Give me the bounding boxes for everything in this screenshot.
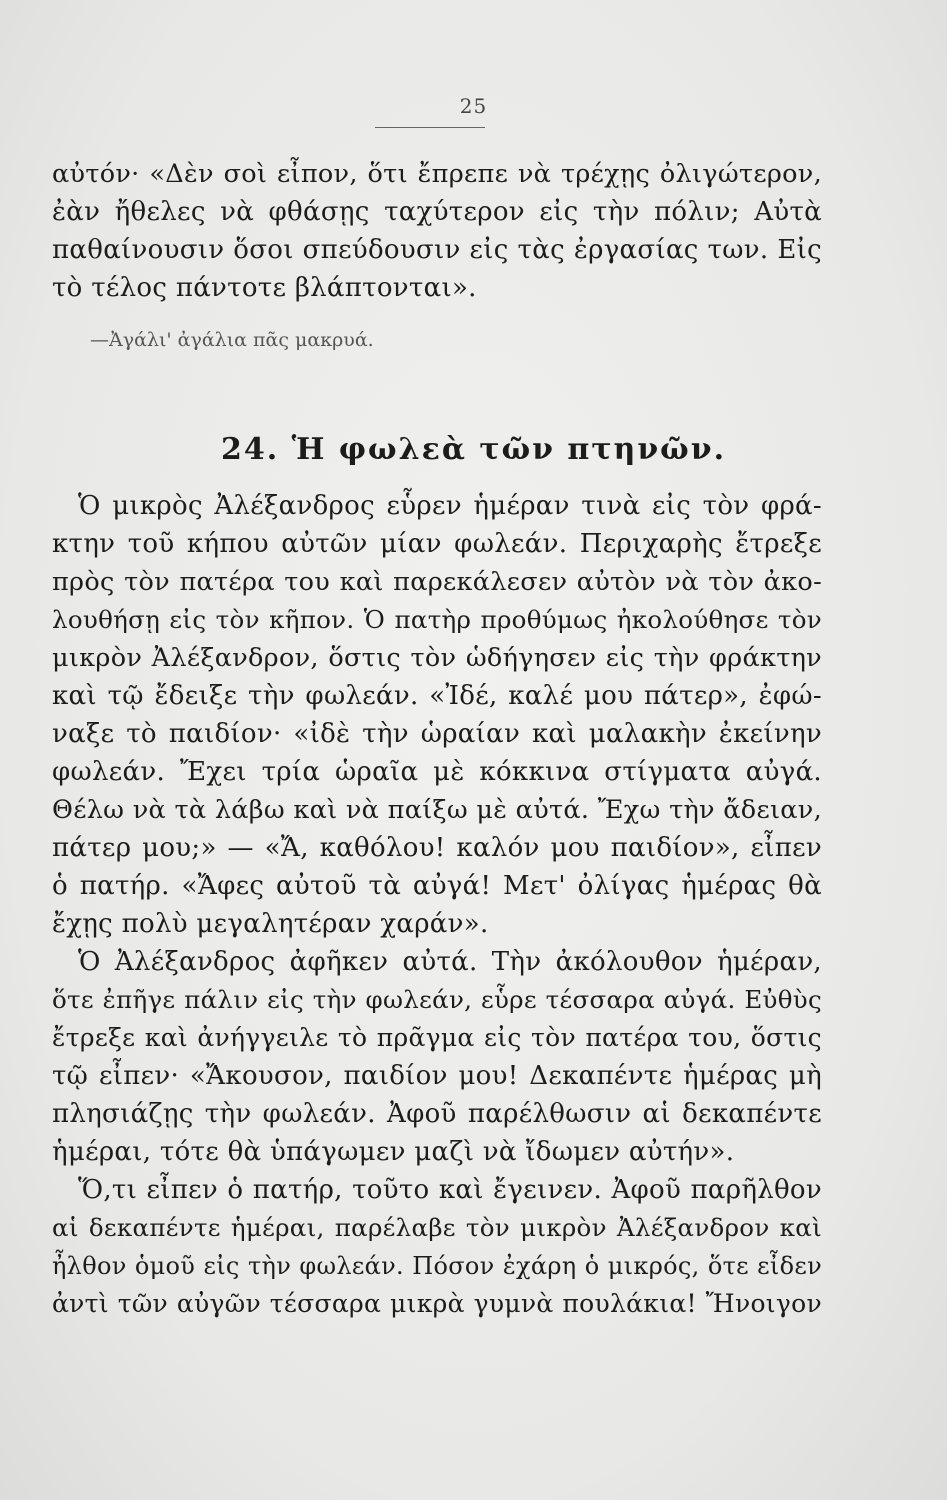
text-line: Ὁ μικρὸς Ἀλέξανδρος εὗρεν ἡμέραν τινὰ εἰς τὸν φρά-	[78, 491, 822, 521]
text-line: ἀντὶ τῶν αὐγῶν τέσσαρα μικρὰ γυμνὰ πουλάκια! Ἤνοιγον	[52, 1289, 822, 1318]
text-line: ὁ πατήρ. «Ἄφες αὐτοῦ τὰ αὐγά! Μετ' ὀλίγας ἡμέρας θὰ	[52, 871, 822, 901]
text-line: πάτερ μου;» — «Ἄ, καθόλου! καλόν μου παιδίον», εἶπεν	[52, 833, 822, 863]
text-line: ἔχῃς πολὺ μεγαλητέραν χαράν».	[52, 909, 489, 939]
text-line: τῷ εἶπεν· «Ἄκουσον, παιδίον μου! Δεκαπέντε ἡμέρας μὴ	[52, 1061, 822, 1091]
text-line: πλησιάζῃς τὴν φωλεάν. Ἀφοῦ παρέλθωσιν αἱ δεκαπέντε	[52, 1099, 822, 1129]
page-number: 25	[459, 94, 488, 118]
text-line: ἡμέραι, τότε θὰ ὑπάγωμεν μαζὶ νὰ ἴδωμεν αὐτήν».	[52, 1137, 735, 1167]
text-line: παθαίνουσιν ὅσοι σπεύδουσιν εἰς τὰς ἐργασίας των. Εἰς	[52, 235, 822, 265]
text-line: Θέλω νὰ τὰ λάβω καὶ νὰ παίξω μὲ αὐτά. Ἔχω τὴν ἄδειαν,	[52, 795, 822, 825]
text-line: καὶ τῷ ἔδειξε τὴν φωλεάν. «Ἰδέ, καλέ μου πάτερ», ἐφώ-	[52, 681, 822, 711]
text-line: ἔτρεξε καὶ ἀνήγγειλε τὸ πρᾶγμα εἰς τὸν πατέρα του, ὅστις	[52, 1023, 822, 1052]
paragraph-2	[52, 943, 822, 1171]
text-line: πρὸς τὸν πατέρα του καὶ παρεκάλεσεν αὐτὸν νὰ τὸν ἀκο-	[52, 567, 822, 597]
top-paragraph	[52, 155, 822, 307]
text-line: Ὁ Ἀλέξανδρος ἀφῆκεν αὐτά. Τὴν ἀκόλουθον ἡμέραν,	[78, 947, 822, 977]
proverb: —Ἀγάλι' ἀγάλια πᾶς μακρυά.	[90, 329, 374, 351]
text-line: κτην τοῦ κήπου αὐτῶν μίαν φωλεάν. Περιχαρὴς ἔτρεξε	[52, 529, 822, 559]
text-line: τὸ τέλος πάντοτε βλάπτονται».	[52, 273, 477, 303]
text-line: μικρὸν Ἀλέξανδρον, ὅστις τὸν ὡδήγησεν εἰς τὴν φράκτην	[52, 643, 822, 673]
text-line: φωλεάν. Ἔχει τρία ὡραῖα μὲ κόκκινα στίγματα αὐγά.	[52, 757, 822, 787]
text-line: λουθήσῃ εἰς τὸν κῆπον. Ὁ πατὴρ προθύμως ἠκολούθησε τὸν	[52, 605, 822, 634]
text-line: ἐὰν ἤθελες νὰ φθάσῃς ταχύτερον εἰς τὴν πόλιν; Αὐτὰ	[52, 197, 822, 227]
text-line: ὅτε ἐπῆγε πάλιν εἰς τὴν φωλεάν, εὗρε τέσσαρα αὐγά. Εὐθὺς	[52, 985, 822, 1014]
text-line: αὐτόν· «Δὲν σοὶ εἶπον, ὅτι ἔπρεπε νὰ τρέχῃς ὀλιγώτερον,	[52, 159, 822, 189]
paragraph-1	[52, 487, 822, 943]
section-heading: 24. Ἡ φωλεὰ τῶν πτηνῶν.	[220, 432, 727, 467]
text-line: Ὅ,τι εἶπεν ὁ πατήρ, τοῦτο καὶ ἔγεινεν. Ἀφοῦ παρῆλθον	[78, 1175, 822, 1205]
header-rule	[375, 127, 485, 128]
text-line: ναξε τὸ παιδίον· «ἰδὲ τὴν ὡραίαν καὶ μαλακὴν ἐκείνην	[52, 719, 822, 749]
text-line: ἦλθον ὁμοῦ εἰς τὴν φωλεάν. Πόσον ἐχάρη ὁ μικρός, ὅτε εἶδεν	[52, 1252, 822, 1280]
text-line: αἱ δεκαπέντε ἡμέραι, παρέλαβε τὸν μικρὸν Ἀλέξανδρον καὶ	[52, 1213, 822, 1242]
paragraph-3	[52, 1171, 822, 1323]
